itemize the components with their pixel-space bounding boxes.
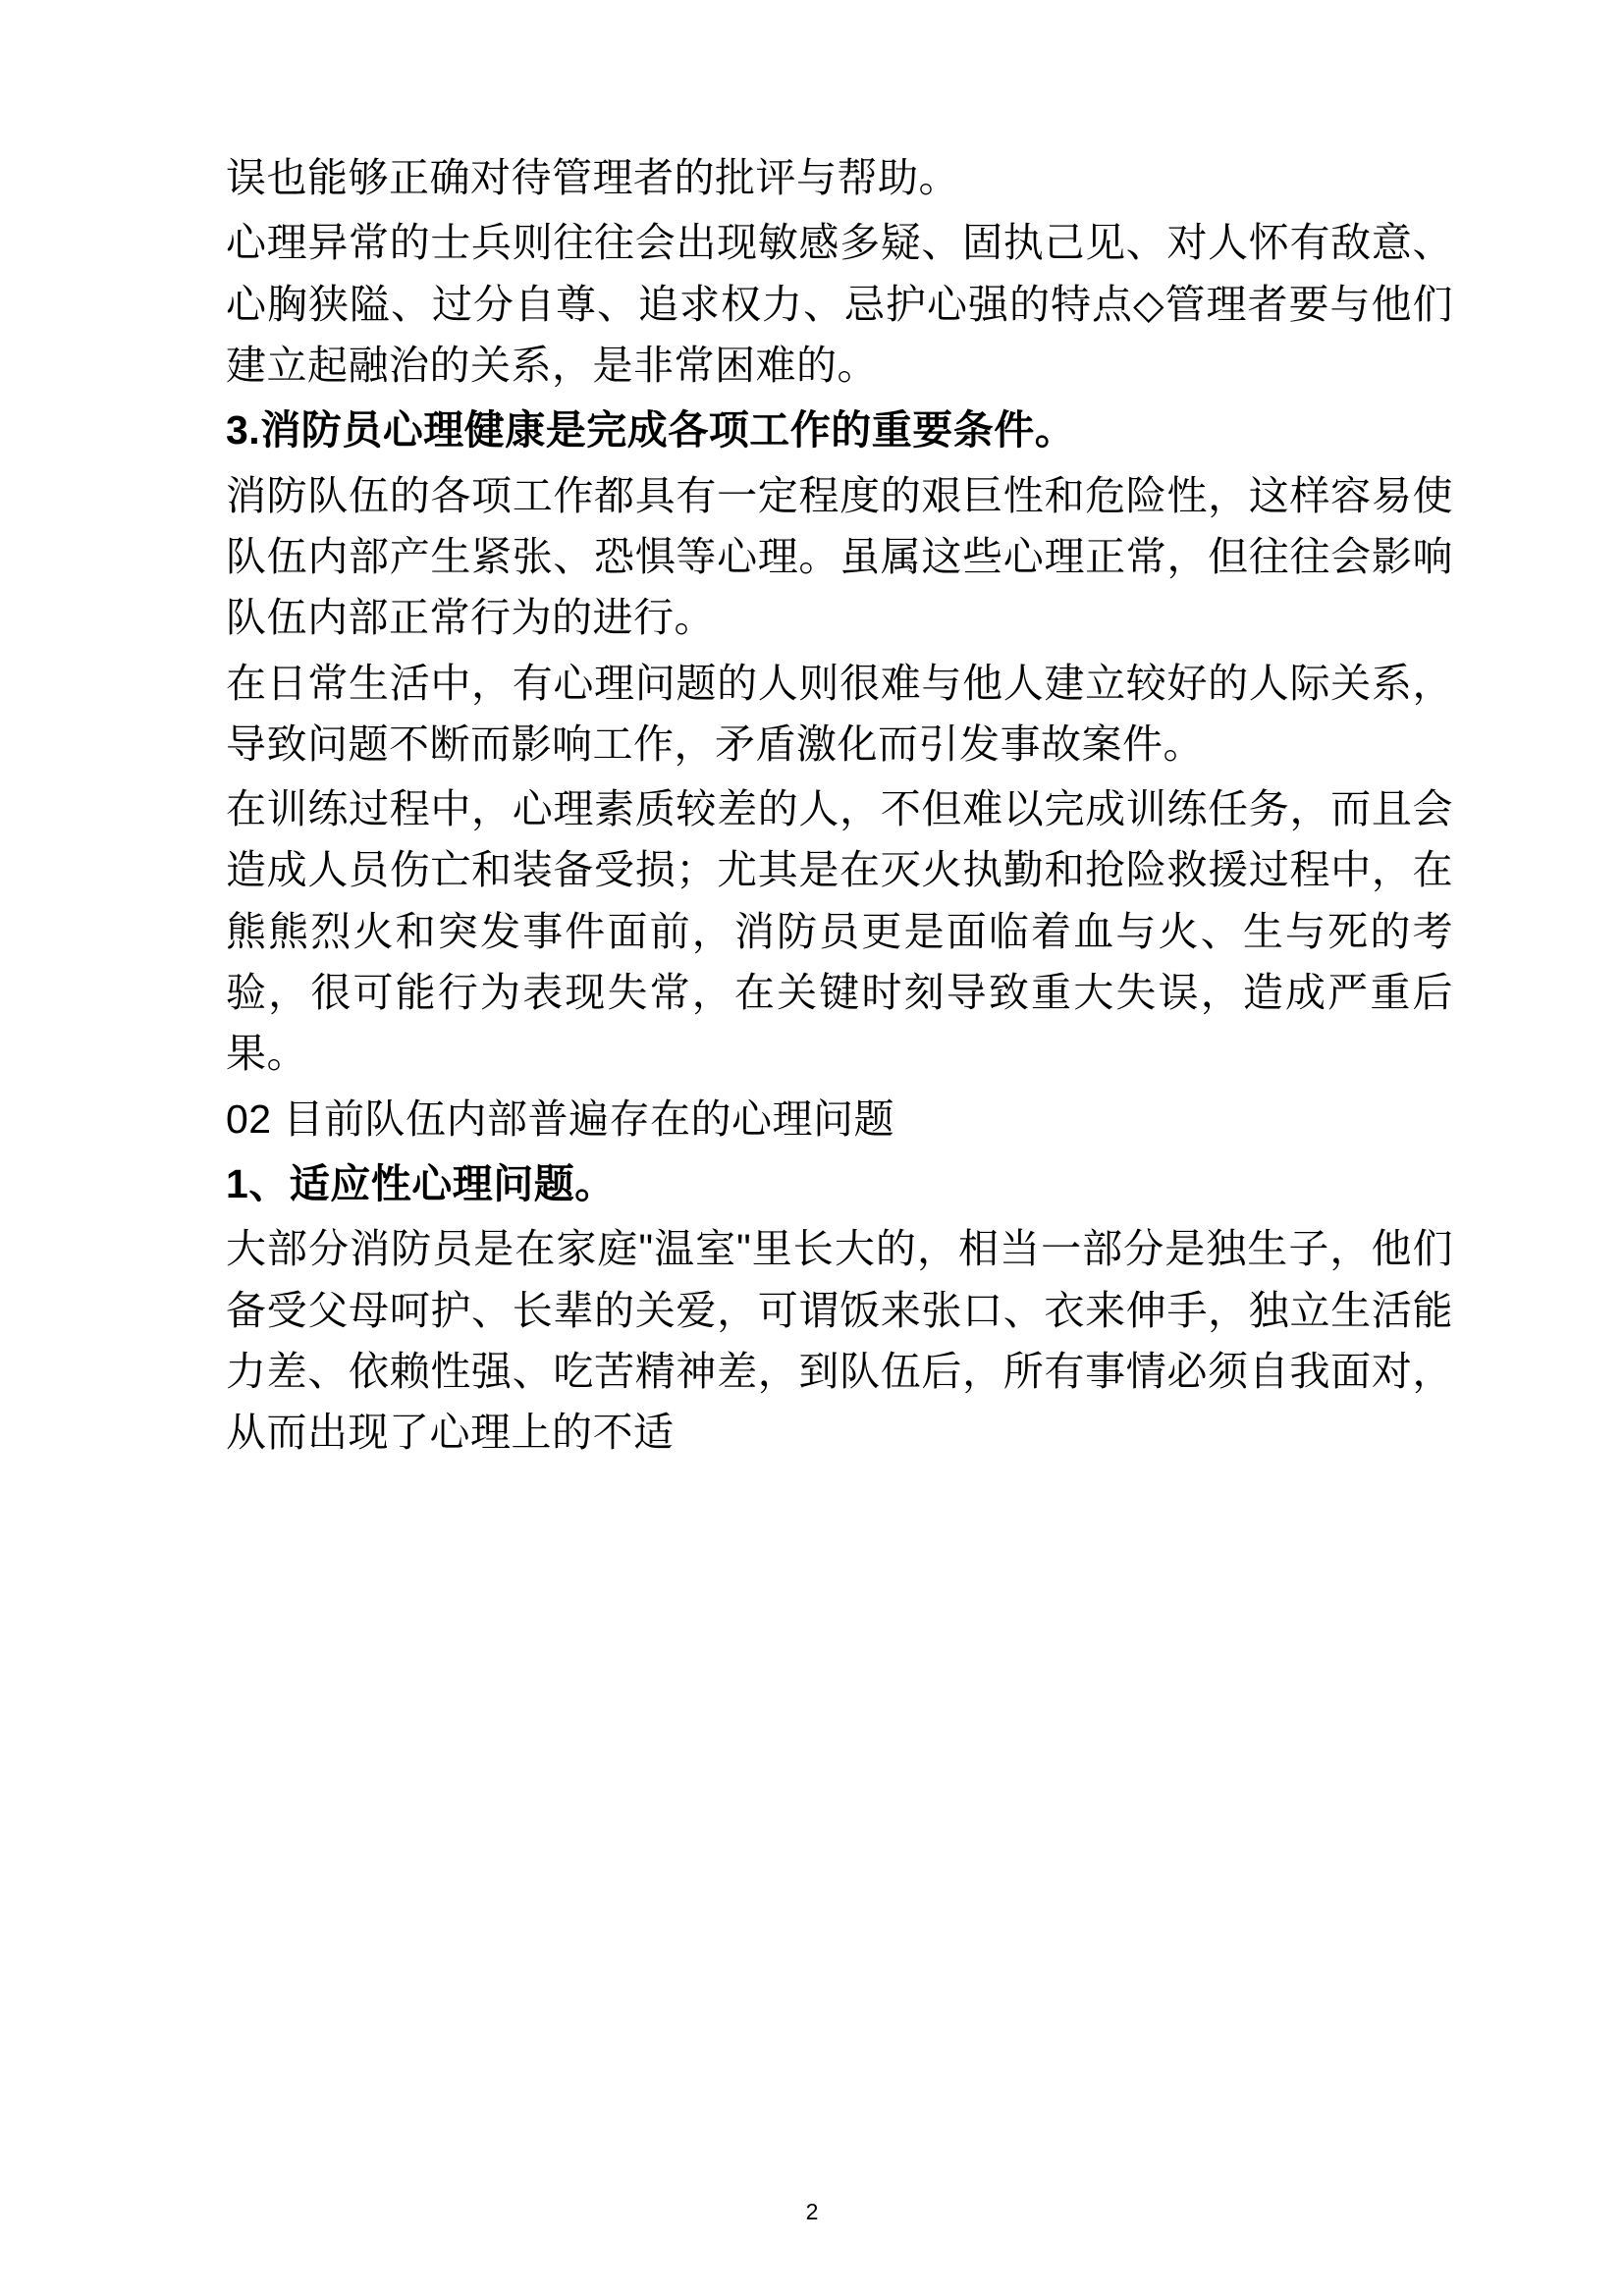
section-heading: 3.消防员心理健康是完成各项工作的重要条件。	[226, 407, 1076, 454]
page-number: 2	[805, 2199, 819, 2224]
paragraph: 误也能够正确对待管理者的批评与帮助。	[226, 155, 959, 200]
paragraph: 在日常生活中，有心理问题的人则很难与他人建立较好的人际关系，导致问题不断而影响工作，矛盾激化而引发事故案件。	[226, 660, 1453, 767]
paragraph: 消防队伍的各项工作都具有一定程度的艰巨性和危险性，这样容易使队伍内部产生紧张、恐惧等心理。虽属这些心理正常，但往往会影响队伍内部正常行为的进行。	[226, 472, 1453, 641]
section-label: 02 目前队伍内部普遍存在的心理问题	[226, 1095, 894, 1142]
paragraph: 大部分消防员是在家庭"温室"里长大的，相当一部分是独生子，他们备受父母呵护、长辈的关爱，可谓饭来张口、衣来伸手，独立生活能力差、依赖性强、吃苦精神差，到队伍后，所有事情必须自我面对，从而出现了心理上的不适	[226, 1226, 1453, 1456]
document-body	[226, 147, 1453, 1464]
paragraph: 在训练过程中，心理素质较差的人，不但难以完成训练任务，而且会造成人员伤亡和装备受损；尤其是在灭火执勤和抢险救援过程中，在熊熊烈火和突发事件面前，消防员更是面临着血与火、生与死的考验，很可能行为表现失常，在关键时刻导致重大失误，造成严重后果。	[226, 786, 1453, 1077]
section-heading: 1、适应性心理问题。	[226, 1161, 616, 1206]
paragraph: 心理异常的士兵则往往会出现敏感多疑、固执己见、对人怀有敌意、心胸狭隘、过分自尊、追求权力、忌护心强的特点◇管理者要与他们建立起融治的关系，是非常困难的。	[226, 220, 1453, 388]
